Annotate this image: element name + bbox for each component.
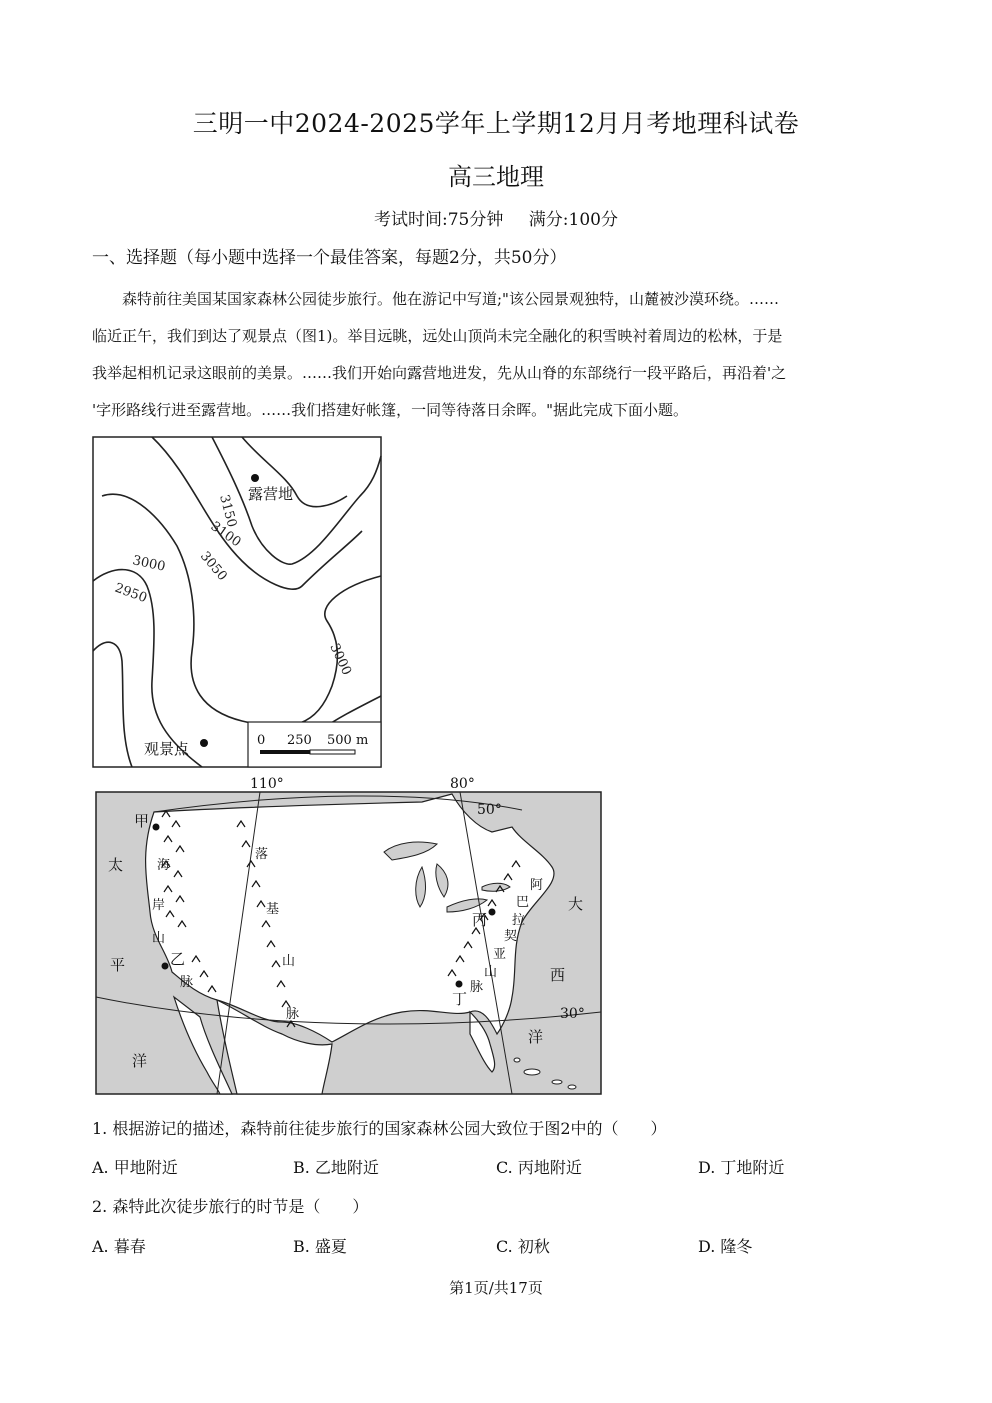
ocean-label: 平 [110, 956, 126, 974]
viewpoint-label: 观景点 [144, 740, 190, 758]
ocean-label: 洋 [132, 1052, 148, 1070]
scale-label: 0 [257, 733, 266, 748]
range-label: 拉 [512, 913, 526, 928]
point-ding-dot [456, 981, 463, 988]
contour-label: 3050 [196, 548, 230, 584]
passage-line: 临近正午，我们到达了观景点（图1)。举目远眺，远处山顶尚未完全融化的积雪映衬着周边的松林，于是 [92, 327, 783, 345]
ocean-label: 洋 [528, 1028, 544, 1046]
question-2-option-b: B. 盛夏 [293, 1237, 347, 1256]
island [552, 1080, 562, 1084]
exam-subtitle: 高三地理 [448, 163, 544, 191]
exam-time: 考试时间:75分钟 [374, 210, 504, 230]
latitude-label: 50° [477, 802, 502, 818]
question-1-option-a: A. 甲地附近 [92, 1158, 178, 1177]
range-label: 基 [266, 902, 280, 917]
scale-bar-filled [260, 750, 310, 754]
question-2-option-a: A. 暮春 [92, 1237, 146, 1256]
island [524, 1069, 540, 1075]
ocean-label: 西 [550, 966, 566, 984]
exam-title: 三明一中2024-2025学年上学期12月月考地理科试卷 [192, 109, 800, 138]
contour-map-figure [92, 436, 382, 768]
question-1-option-b: B. 乙地附近 [293, 1158, 379, 1177]
range-label: 山 [152, 931, 166, 946]
question-1-option-c: C. 丙地附近 [496, 1158, 582, 1177]
range-label: 岸 [152, 898, 166, 913]
passage-line: 森特前往美国某国家森林公园徒步旅行。他在游记中写道;"该公园景观独特，山麓被沙漠环绕。…… [122, 290, 779, 308]
point-label: 丙 [472, 911, 488, 929]
range-label: 脉 [286, 1007, 300, 1022]
question-1-stem: 1. 根据游记的描述，森特前往徒步旅行的国家森林公园大致位于图2中的（ ） [92, 1119, 667, 1138]
range-label: 海 [157, 858, 171, 873]
ocean-label: 太 [108, 856, 124, 874]
campsite-label: 露营地 [248, 485, 294, 503]
range-label: 脉 [470, 980, 484, 995]
passage-line: '字形路线行进至露营地。……我们搭建好帐篷，一同等待落日余晖。"据此完成下面小题。 [92, 401, 689, 419]
full-score: 满分:100分 [528, 210, 618, 230]
range-label: 山 [484, 965, 498, 980]
point-label: 乙 [170, 950, 186, 968]
point-bing-dot [489, 909, 496, 916]
question-2-option-d: D. 隆冬 [698, 1237, 753, 1256]
longitude-label: 110° [250, 776, 284, 792]
range-label: 阿 [530, 878, 544, 893]
scale-bar-empty [310, 750, 355, 754]
campsite-dot [251, 474, 259, 482]
range-label: 脉 [180, 975, 194, 990]
viewpoint-dot [200, 739, 208, 747]
latitude-label: 30° [560, 1006, 585, 1022]
contour-label: 3000 [131, 553, 167, 575]
range-label: 亚 [493, 947, 507, 962]
island [514, 1058, 520, 1062]
north-america-map-figure [92, 772, 604, 1096]
range-label: 山 [282, 954, 296, 969]
contour-label: 2950 [112, 580, 149, 607]
point-label: 甲 [134, 812, 150, 830]
question-2-stem: 2. 森特此次徒步旅行的时节是（ ） [92, 1197, 369, 1216]
scale-label: 250 [287, 733, 312, 748]
range-label: 巴 [516, 895, 530, 910]
question-2-option-c: C. 初秋 [496, 1237, 550, 1256]
point-label: 丁 [452, 990, 468, 1008]
contour-label: 3000 [326, 641, 354, 678]
longitude-label: 80° [450, 776, 475, 792]
island [568, 1085, 576, 1089]
contour-label: 3150 [216, 493, 240, 530]
range-label: 契 [504, 929, 518, 944]
point-jia-dot [153, 824, 160, 831]
section-heading: 一、选择题（每小题中选择一个最佳答案，每题2分，共50分） [92, 248, 567, 268]
range-label: 落 [255, 847, 269, 862]
page-footer: 第1页/共17页 [449, 1279, 543, 1297]
scale-label: 500 m [327, 733, 369, 748]
ocean-label: 大 [568, 895, 584, 913]
contour-label: 3100 [207, 518, 244, 551]
point-yi-dot [162, 963, 169, 970]
passage-line: 我举起相机记录这眼前的美景。……我们开始向露营地进发，先从山脊的东部绕行一段平路后，再沿着'之 [92, 364, 787, 382]
question-1-option-d: D. 丁地附近 [698, 1158, 785, 1177]
exam-meta [0, 205, 992, 230]
